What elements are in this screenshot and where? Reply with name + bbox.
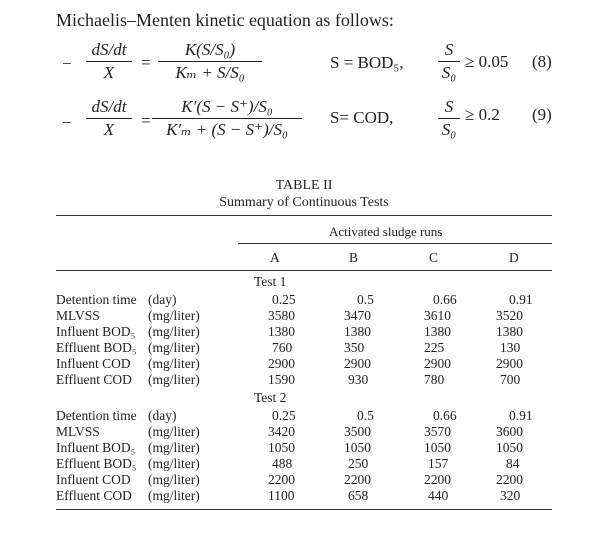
cell-c: 1050 — [424, 440, 451, 455]
row-label: Detention time — [56, 408, 137, 423]
cell-c: 2900 — [424, 356, 451, 371]
row-unit: (day) — [148, 408, 177, 423]
row-unit: (mg/liter) — [148, 340, 200, 355]
cell-d: 2200 — [496, 472, 523, 487]
cell-b: 0.5 — [357, 408, 374, 423]
eq8-rhs-numerator: K(S/S₀) — [158, 40, 262, 62]
table-top-rule — [56, 215, 552, 216]
cell-c: 0.66 — [433, 408, 457, 423]
eq8-ratio-numerator: S — [438, 40, 460, 62]
row-label: Influent COD — [56, 356, 131, 371]
cell-a: 488 — [272, 456, 293, 471]
cell-c: 3570 — [424, 424, 451, 439]
cell-b: 930 — [348, 372, 369, 387]
cell-c: 0.66 — [433, 292, 457, 307]
cell-d: 3600 — [496, 424, 523, 439]
group-header-rule — [238, 243, 552, 244]
column-header-c: C — [429, 250, 439, 265]
eq8-ratio-fraction — [438, 40, 460, 83]
row-label: Influent BOD₅ — [56, 440, 136, 455]
eq9-inequality: ≥ 0.2 — [465, 105, 500, 124]
eq9-number: (9) — [532, 105, 552, 124]
eq8-rhs-denominator: Kₘ + S/S₀ — [175, 63, 245, 82]
cell-c: 440 — [428, 488, 449, 503]
eq9-rhs-denominator: K′ₘ + (S − S⁺)/S₀ — [166, 120, 288, 139]
cell-d: 1050 — [496, 440, 523, 455]
row-label: Effluent BOD₅ — [56, 456, 137, 471]
column-header-a: A — [270, 250, 280, 265]
row-label: Effluent COD — [56, 372, 132, 387]
cell-d: 2900 — [496, 356, 523, 371]
eq9-rhs-fraction — [152, 97, 302, 140]
row-label: MLVSS — [56, 424, 100, 439]
cell-a: 1100 — [268, 488, 295, 503]
header-bottom-rule — [56, 270, 552, 271]
cell-d: 0.91 — [509, 292, 533, 307]
cell-d: 84 — [506, 456, 520, 471]
eq8-rhs-fraction — [158, 40, 262, 83]
cell-b: 350 — [344, 340, 365, 355]
cell-d: 1380 — [496, 324, 523, 339]
cell-b: 3500 — [344, 424, 371, 439]
row-label: Influent COD — [56, 472, 131, 487]
cell-d: 700 — [500, 372, 521, 387]
cell-a: 760 — [272, 340, 293, 355]
cell-a: 3420 — [268, 424, 295, 439]
row-unit: (mg/liter) — [148, 356, 200, 371]
eq8-condition: S = BOD₅, — [330, 53, 404, 72]
eq8-minus: − — [62, 54, 72, 73]
eq8-number: (8) — [532, 52, 552, 71]
eq9-ratio-denominator: S₀ — [441, 120, 457, 139]
row-unit: (mg/liter) — [148, 424, 200, 439]
row-unit: (mg/liter) — [148, 456, 200, 471]
cell-a: 1590 — [268, 372, 295, 387]
cell-c: 225 — [424, 340, 445, 355]
row-label: Effluent COD — [56, 488, 132, 503]
eq9-lhs-numerator: dS/dt — [86, 97, 132, 119]
eq9-lhs-denominator: X — [103, 120, 115, 139]
cell-a: 3580 — [268, 308, 295, 323]
cell-b: 0.5 — [357, 292, 374, 307]
cell-a: 2200 — [268, 472, 295, 487]
cell-b: 2900 — [344, 356, 371, 371]
cell-d: 320 — [500, 488, 521, 503]
cell-c: 3610 — [424, 308, 451, 323]
cell-d: 0.91 — [509, 408, 533, 423]
section-title-test-1: Test 1 — [254, 274, 287, 289]
row-unit: (mg/liter) — [148, 488, 200, 503]
cell-a: 2900 — [268, 356, 295, 371]
cell-b: 1380 — [344, 324, 371, 339]
cell-b: 250 — [348, 456, 369, 471]
cell-b: 1050 — [344, 440, 371, 455]
eq9-minus: − — [62, 113, 72, 132]
cell-a: 1050 — [268, 440, 295, 455]
row-label: Effluent BOD₅ — [56, 340, 137, 355]
row-unit: (mg/liter) — [148, 324, 200, 339]
eq8-lhs-denominator: X — [103, 63, 115, 82]
row-label: Influent BOD₅ — [56, 324, 136, 339]
cell-c: 157 — [428, 456, 449, 471]
cell-d: 130 — [500, 340, 521, 355]
group-header: Activated sludge runs — [329, 224, 443, 239]
row-unit: (day) — [148, 292, 177, 307]
eq8-lhs-fraction — [86, 40, 132, 83]
row-unit: (mg/liter) — [148, 308, 200, 323]
eq9-condition: S= COD, — [330, 108, 394, 127]
cell-c: 2200 — [424, 472, 451, 487]
row-label: MLVSS — [56, 308, 100, 323]
row-unit: (mg/liter) — [148, 440, 200, 455]
eq9-ratio-numerator: S — [438, 97, 460, 119]
cell-b: 3470 — [344, 308, 371, 323]
cell-a: 1380 — [268, 324, 295, 339]
cell-a: 0.25 — [272, 408, 296, 423]
intro-text: Michaelis–Menten kinetic equation as follows: — [56, 10, 394, 30]
row-unit: (mg/liter) — [148, 372, 200, 387]
eq8-lhs-numerator: dS/dt — [86, 40, 132, 62]
section-title-test-2: Test 2 — [254, 390, 287, 405]
row-label: Detention time — [56, 292, 137, 307]
table-caption: Summary of Continuous Tests — [219, 195, 389, 210]
eq8-ratio-denominator: S₀ — [441, 63, 457, 82]
cell-b: 2200 — [344, 472, 371, 487]
eq9-ratio-fraction — [438, 97, 460, 140]
eq9-lhs-fraction — [86, 97, 132, 140]
eq8-inequality: ≥ 0.05 — [465, 52, 509, 71]
eq9-rhs-numerator: K′(S − S⁺)/S₀ — [152, 97, 302, 119]
column-header-d: D — [509, 250, 519, 265]
cell-c: 780 — [424, 372, 445, 387]
cell-a: 0.25 — [272, 292, 296, 307]
eq9-equals: = — [141, 111, 151, 130]
table-label: TABLE II — [275, 178, 333, 193]
column-header-b: B — [349, 250, 359, 265]
cell-c: 1380 — [424, 324, 451, 339]
cell-d: 3520 — [496, 308, 523, 323]
row-unit: (mg/liter) — [148, 472, 200, 487]
table-bottom-rule — [56, 509, 552, 510]
eq8-equals: = — [141, 53, 151, 72]
cell-b: 658 — [348, 488, 369, 503]
